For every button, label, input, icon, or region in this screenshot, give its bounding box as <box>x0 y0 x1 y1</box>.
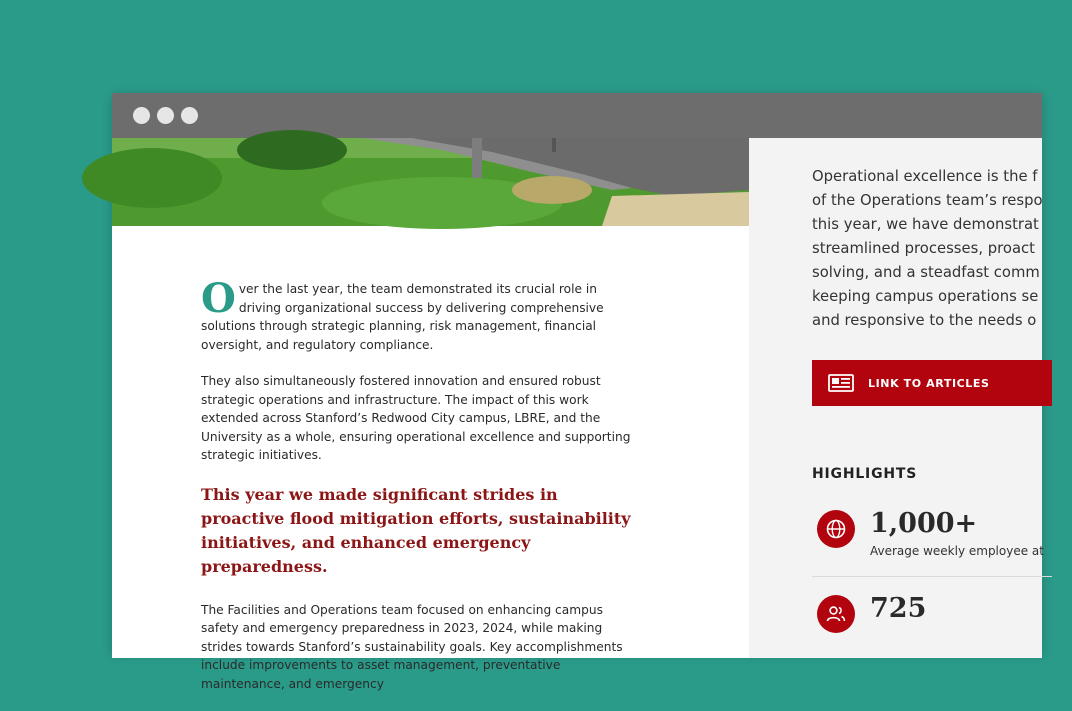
hero-image <box>112 138 749 226</box>
globe-icon <box>817 510 855 548</box>
intro-line: keeping campus operations se <box>812 288 1039 305</box>
intro-line: of the Operations team’s respo <box>812 192 1043 209</box>
window-titlebar <box>112 93 1042 138</box>
stat-value: 1,000+ <box>870 508 978 539</box>
body-paragraph: They also simultaneously fostered innovation and ensured robust strategic operations and infrastructure. The impact of this work extended across Stanford’s Redwood City campus, LBRE, and the University as a whole, ensuring operational excellence and supporting strategic initiatives. <box>201 374 631 462</box>
users-icon <box>817 595 855 633</box>
sidebar <box>749 138 1042 658</box>
pull-quote: This year we made significant strides in proactive flood mitigation efforts, sustainability initiatives, and enhanced emergency preparedness. <box>201 484 631 576</box>
highlights-heading: HIGHLIGHTS <box>812 466 918 482</box>
intro-paragraph <box>201 275 631 354</box>
divider <box>812 576 1052 577</box>
drop-cap: O <box>201 275 236 322</box>
window-control-dot[interactable] <box>133 107 150 124</box>
intro-line: and responsive to the needs o <box>812 312 1037 329</box>
intro-line: Operational excellence is the f <box>812 168 1038 185</box>
button-label: LINK TO ARTICLES <box>868 376 990 390</box>
window-control-dot[interactable] <box>157 107 174 124</box>
sidebar-intro <box>812 165 1072 333</box>
intro-line: this year, we have demonstrat <box>812 216 1039 233</box>
paragraph-text: ver the last year, the team demonstrated its crucial role in driving organizational success by delivering comprehensive solutions through strategic planning, risk management, financial oversight, and regulatory compliance. <box>201 282 604 352</box>
newspaper-icon <box>828 374 854 392</box>
intro-line: solving, and a steadfast comm <box>812 264 1040 281</box>
intro-line: streamlined processes, proact <box>812 240 1035 257</box>
window-control-dot[interactable] <box>181 107 198 124</box>
stat-caption: Average weekly employee at <box>870 544 1044 558</box>
main-column <box>112 138 749 691</box>
article-body <box>201 275 631 711</box>
body-paragraph: The Facilities and Operations team focused on enhancing campus safety and emergency preparedness in 2023, 2024, while making strides towards Stanford’s sustainability goals. Key accomplishments include improvements to asset management, preventative maintenance, and emergency <box>201 602 623 691</box>
browser-window <box>112 93 1044 691</box>
stat-value: 725 <box>870 593 927 624</box>
link-to-articles-button[interactable] <box>812 360 1052 406</box>
